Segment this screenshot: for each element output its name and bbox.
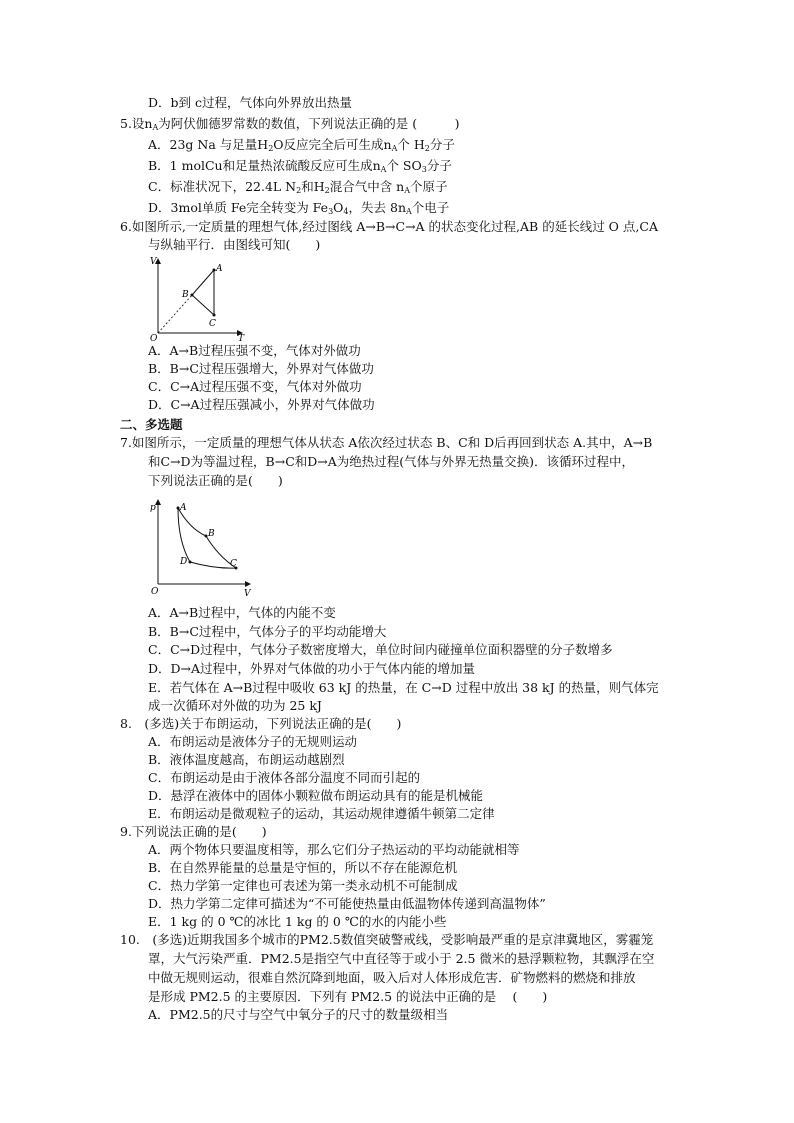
q6-option-b: B．B→C过程压强增大，外界对气体做功 (148, 361, 374, 376)
q7-label-p: p (150, 503, 156, 513)
q10-stem-line2: 罩，大气污染严重．PM2.5是指空气中直径等于或小于 2.5 微米的悬浮颗粒物，其飘浮在空 (148, 951, 655, 966)
q7-option-e-line1: E．若气体在 A→B过程中吸收 63 kJ 的热量，在 C→D 过程中放出 38 kJ 的热量，则气体完 (148, 680, 659, 695)
q5-stem: 5.设$n_A$为阿伏伽德罗常数的数值，下列说法正确的是 ( ) (120, 116, 460, 132)
section-2-heading: 二、多选题 (120, 417, 183, 432)
q9-option-e: E．1 kg 的 0 ℃的冰比 1 kg 的 0 ℃的水的内能小些 (148, 914, 447, 929)
q8-option-e: E．布朗运动是微观粒子的运动，其运动规律遵循牛顿第二定律 (148, 806, 495, 821)
q8-option-d: D．悬浮在液体中的固体小颗粒做布朗运动具有的能是机械能 (148, 788, 484, 803)
q7-option-a: A．A→B过程中，气体的内能不变 (148, 605, 336, 620)
q6-extension-line (158, 295, 192, 333)
q6-line-bc (192, 295, 214, 315)
q5-option-a: A．23g Na 与足量$H_2O$反应完全后可生成$n_A$个 $H_2$分子 (148, 137, 455, 153)
q6-label-v: V (150, 257, 157, 267)
q6-option-d: D．C→A过程压强减小，外界对气体做功 (148, 397, 375, 412)
q10-stem-line4: 是形成 PM2.5 的主要原因．下列有 PM2.5 的说法中正确的是 ( ) (148, 989, 548, 1004)
q4-option-d: D．b到 c过程，气体向外界放出热量 (148, 95, 352, 110)
q6-point-b (191, 294, 194, 297)
q6-label-t: T (238, 334, 245, 343)
q6-line-ab (192, 270, 214, 295)
q7-stem-line1: 7.如图所示，一定质量的理想气体从状态 A依次经过状态 B、C和 D后再回到状态 A.其中，A→B (120, 435, 653, 450)
q5-option-c: C．标准状况下，22.4L $N_2$和$H_2$混合气中含 $n_A$个原子 (148, 179, 448, 195)
q6-label-c: C (209, 319, 216, 329)
q8-option-c: C．布朗运动是由于液体各部分温度不同而引起的 (148, 770, 421, 785)
q7-option-c: C．C→D过程中，气体分子数密度增大，单位时间内碰撞单位面积器壁的分子数增多 (148, 642, 613, 657)
q9-option-c: C．热力学第一定律也可表述为第一类永动机不可能制成 (148, 878, 458, 893)
q7-option-b: B．B→C过程中，气体分子的平均动能增大 (148, 624, 387, 639)
q6-option-c: C．C→A过程压强不变，气体对外做功 (148, 379, 362, 394)
q10-stem-line3: 中做无规则运动，很难自然沉降到地面，吸入后对人体形成危害．矿物燃料的燃烧和排放 (148, 970, 636, 985)
q6-label-a: A (216, 264, 223, 274)
q7-option-d: D．D→A过程中，外界对气体做的功小于气体内能的增加量 (148, 661, 476, 676)
q9-option-a: A．两个物体只要温度相等，那么它们分子热运动的平均动能就相等 (148, 842, 520, 857)
q9-stem: 9.下列说法正确的是( ) (120, 824, 267, 839)
q6-label-b: B (182, 290, 189, 300)
q7-point-d (189, 561, 192, 564)
q7-label-v: V (244, 589, 251, 599)
q6-option-a: A．A→B过程压强不变，气体对外做功 (148, 343, 361, 358)
q6-stem-line2: 与纵轴平行．由图线可知( ) (148, 237, 321, 252)
q7-stem-line2: 和C→D为等温过程，B→C和D→A为绝热过程(气体与外界无热量交换)．该循环过程中， (148, 454, 635, 469)
q7-label-o: O (151, 587, 159, 597)
q7-pv-diagram (150, 496, 258, 600)
q7-label-b: B (208, 529, 215, 539)
q8-option-a: A．布朗运动是液体分子的无规则运动 (148, 734, 358, 749)
q9-option-b: B．在自然界能量的总量是守恒的，所以不存在能源危机 (148, 860, 458, 875)
q7-label-c: C (230, 559, 237, 569)
q7-label-d: D (180, 557, 188, 567)
q7-option-e-line2: 成一次循环对外做的功为 25 kJ (148, 698, 322, 713)
q7-curve-da (178, 508, 190, 562)
q6-stem-line1: 6.如图所示,一定质量的理想气体,经过图线 A→B→C→A 的状态变化过程,AB 的延长线过 O 点,CA (120, 219, 658, 234)
q8-option-b: B．液体温度越高，布朗运动越剧烈 (148, 752, 345, 767)
q6-point-c (213, 314, 216, 317)
q10-option-a: A．PM2.5的尺寸与空气中氧分子的尺寸的数量级相当 (148, 1007, 449, 1022)
q6-label-o: O (150, 334, 158, 343)
q7-label-a: A (180, 503, 187, 513)
q5-option-d: D．3mol单质 Fe完全转变为 $Fe_3O_4$，失去 $8n_A$个电子 (148, 200, 450, 216)
q7-stem-line3: 下列说法正确的是( ) (148, 473, 283, 488)
q5-option-b: B．1 molCu和足量热浓硫酸反应可生成$n_A$个 $SO_3$分子 (148, 158, 452, 174)
q10-stem-line1: 10. (多选)近期我国多个城市的PM2.5数值突破警戒线，受影响最严重的是京津冀地区，雾霾笼 (120, 932, 654, 947)
q6-vt-diagram (146, 253, 250, 343)
q9-option-d: D．热力学第二定律可描述为“不可能使热量由低温物体传递到高温物体” (148, 896, 546, 911)
q8-stem: 8. (多选)关于布朗运动，下列说法正确的是( ) (120, 716, 402, 731)
